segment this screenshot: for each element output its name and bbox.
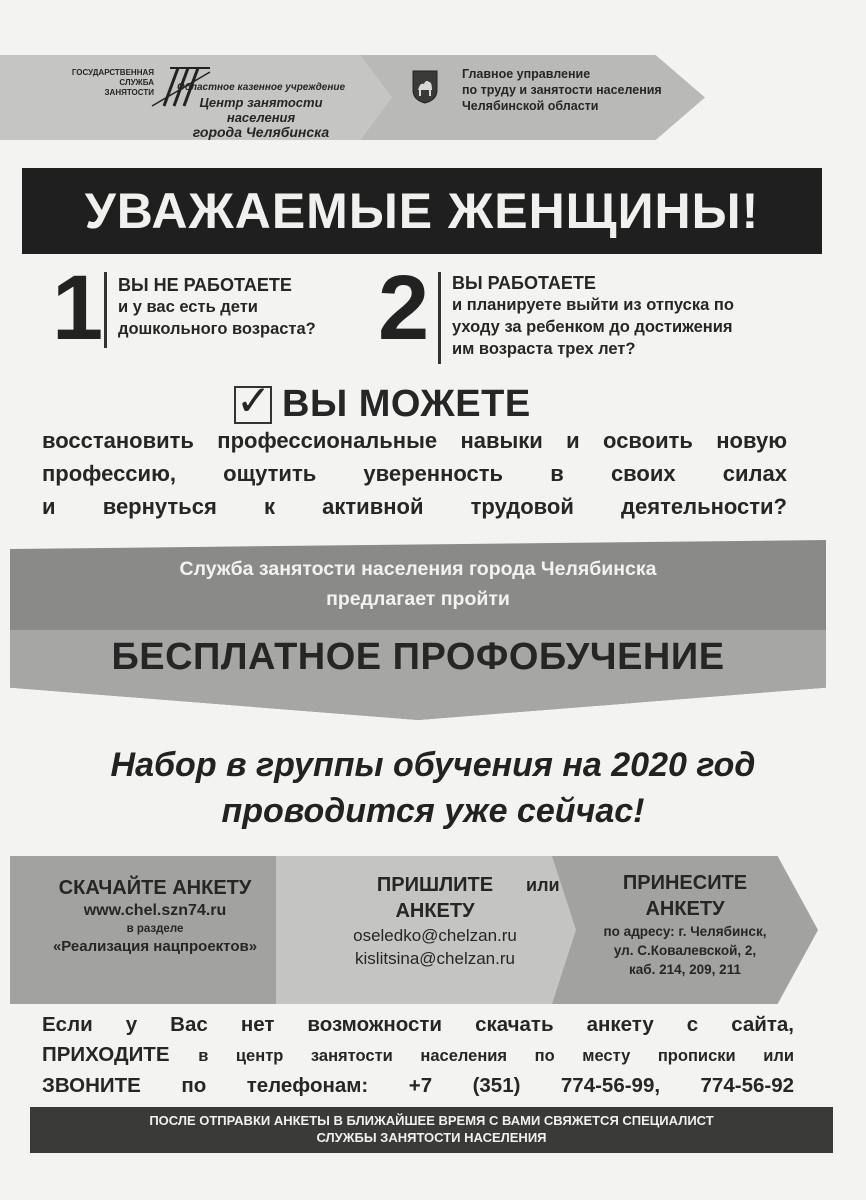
option-1-number: 1 [52,257,104,359]
contact-info: Если у Вас нет возможности скачать анкету с сайта, ПРИХОДИТЕ в центр занятости населения по месту прописки или ЗВОНИТЕ по телефонам: +7 (351) 774-56-99, 774-56-92 [42,1013,794,1097]
gov-agency-name: Главное управление по труду и занятости населения Челябинской области [462,67,662,113]
you-can-text: восстановить профессиональные навыки и освоить новую профессию, ощутить уверенность в своих силах и вернуться к активной трудовой деятельности? [42,428,787,519]
step-bring: ПРИНЕСИТЕ АНКЕТУ по адресу: г. Челябинск, ул. С.Ковалевской, 2, каб. 214, 209, 211 [603,872,767,977]
step-download: СКАЧАЙТЕ АНКЕТУ www.chel.szn74.ru в разделе «Реализация нацпроектов» [20,876,290,957]
recruitment-text: Набор в группы обучения на 2020 год проводится уже сейчас! [110,746,756,830]
coat-of-arms-icon [412,70,438,104]
footer-note: ПОСЛЕ ОТПРАВКИ АНКЕТЫ В БЛИЖАЙШЕЕ ВРЕМЯ С ВАМИ СВЯЖЕТСЯ СПЕЦИАЛИСТ СЛУЖБЫ ЗАНЯТОСТИ НАСЕЛЕНИЯ [30,1107,833,1153]
option-2-divider [438,272,441,364]
employment-service-label: ГОСУДАРСТВЕННАЯ СЛУЖБА ЗАНЯТОСТИ [71,68,154,97]
you-can-title: ВЫ МОЖЕТЕ [282,383,531,425]
option-2-text: ВЫ РАБОТАЕТЕ и планируете выйти из отпуска по уходу за ребенком до достижения им возраста трех лет? [452,273,734,358]
download-url-link[interactable]: www.chel.szn74.ru [83,902,227,919]
step-send: ПРИШЛИТЕ или АНКЕТУ oseledko@chelzan.ru kislitsina@chelzan.ru [300,872,570,970]
email-link-2[interactable]: kislitsina@chelzan.ru [355,949,515,968]
email-link-1[interactable]: oseledko@chelzan.ru [353,926,517,945]
org-name: Областное казенное учреждение Центр занятости населения города Челябинска [176,82,346,140]
option-1-divider [104,272,107,348]
option-2-number: 2 [378,257,430,359]
free-training-title: БЕСПЛАТНОЕ ПРОФОБУЧЕНИЕ [111,636,725,678]
offer-text: Служба занятости населения города Челябинска предлагает пройти [179,558,657,610]
checkmark-icon: ✓ [236,377,272,424]
option-1-text: ВЫ НЕ РАБОТАЕТЕ и у вас есть дети дошкольного возраста? [118,275,316,338]
page-title: УВАЖАЕМЫЕ ЖЕНЩИНЫ! [22,168,822,254]
